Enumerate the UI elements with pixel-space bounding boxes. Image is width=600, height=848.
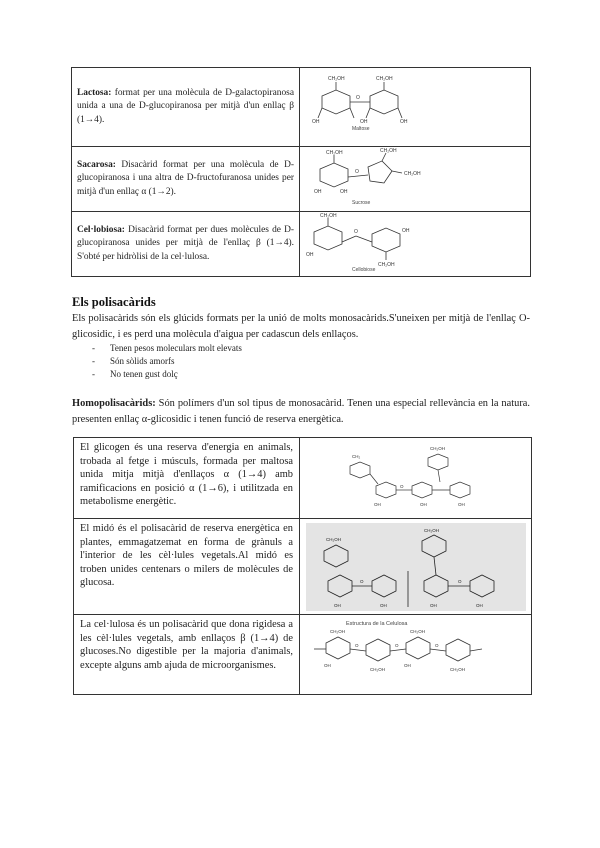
svg-text:OH: OH (314, 189, 322, 195)
svg-text:O: O (395, 643, 399, 648)
svg-text:OH: OH (374, 502, 381, 507)
glycogen-cell (74, 438, 300, 519)
sucrose-structure-drawing (300, 147, 531, 212)
homopolysaccharides-term: Homopolisacàrids: (72, 398, 156, 409)
svg-text:CH₂OH: CH₂OH (330, 629, 345, 634)
cellobiose-structure-drawing (300, 212, 531, 277)
cellobiose-text: Disacàrid format per dues molècules de D-glucopiranosa unides per mitjà de l'enllaç β (1→4). S'obté per hidròlisi de la cel·lulosa. (77, 224, 294, 262)
lactose-term: Lactosa: (77, 87, 112, 98)
cellobiose-caption: Cellobiose (352, 267, 376, 273)
svg-text:O: O (435, 643, 439, 648)
cellobiose-term: Cel·lobiosa: (77, 224, 125, 235)
svg-text:O: O (458, 579, 462, 584)
starch-structure-drawing (300, 519, 532, 615)
svg-text:OH: OH (404, 663, 411, 668)
polysaccharides-intro: Els polisacàrids són els glúcids formats per la unió de molts monosacàrids.S'uneixen per mitjà de l'enllaç O-glicosidic, i es perd una molècula d'aigua per cadascun dels enllaços. (72, 313, 530, 340)
svg-text:O: O (400, 484, 404, 489)
polysaccharides-heading: Els polisacàrids (72, 295, 156, 309)
svg-text:CH₂OH: CH₂OH (376, 76, 393, 82)
cellobiose-cell (72, 212, 300, 277)
homopolysaccharides-intro (72, 396, 530, 427)
svg-text:OH: OH (312, 119, 320, 125)
bullet-item: - No tenen gust dolç (92, 368, 242, 381)
bullet-item: - Tenen pesos moleculars molt elevats (92, 342, 242, 355)
svg-text:O: O (356, 95, 360, 101)
svg-text:OH: OH (420, 502, 427, 507)
sucrose-structure (300, 147, 531, 212)
glycogen-text: El glicogen és una reserva d'energia en animals, trobada al fetge i músculs, formada per maltosa unida mitja mitjà d'enllaços α (1→4) amb ramificacions en posició α (1→6), i utilitzada en metabolisme energètic. (80, 442, 293, 508)
svg-text:CH₂OH: CH₂OH (410, 629, 425, 634)
svg-text:OH: OH (380, 603, 387, 608)
glycogen-structure (300, 438, 532, 519)
lactose-text: format per una molècula de D-galactopiranosa unida a una de D-glucopiranosa per mitjà d'un enllaç β (1→4). (77, 87, 294, 125)
sucrose-cell (72, 147, 300, 212)
svg-text:OH: OH (306, 252, 314, 258)
svg-text:CH₂OH: CH₂OH (320, 213, 337, 219)
svg-text:CH₂OH: CH₂OH (424, 528, 439, 533)
cellulose-structure (300, 615, 532, 695)
svg-text:CH₂OH: CH₂OH (326, 537, 341, 542)
maltose-caption: Maltose (352, 126, 370, 132)
glycogen-structure-drawing (300, 438, 532, 519)
svg-text:CH₂OH: CH₂OH (450, 667, 465, 672)
cellobiose-structure (300, 212, 531, 277)
svg-text:OH: OH (334, 603, 341, 608)
svg-text:OH: OH (324, 663, 331, 668)
cellulose-caption: Estructura de la Celulosa (346, 621, 408, 627)
svg-text:CH₂OH: CH₂OH (380, 148, 397, 154)
svg-text:OH: OH (430, 603, 437, 608)
svg-text:O: O (355, 643, 359, 648)
sucrose-text: Disacàrid format per una molècula de D-glucopiranosa i una altra de D-fructofuranosa unides per mitjà d'un enllaç α (1→2). (77, 159, 294, 197)
svg-text:CH₂OH: CH₂OH (378, 262, 395, 268)
svg-text:CH₂OH: CH₂OH (404, 171, 421, 177)
svg-text:CH₂OH: CH₂OH (430, 446, 445, 451)
svg-text:O: O (355, 169, 359, 175)
sucrose-caption: Sucrose (352, 200, 371, 206)
svg-text:CH₂OH: CH₂OH (328, 76, 345, 82)
sucrose-term: Sacarosa: (77, 159, 116, 170)
svg-text:OH: OH (340, 189, 348, 195)
svg-text:OH: OH (476, 603, 483, 608)
cellulose-cell (74, 615, 300, 695)
starch-structure (300, 519, 532, 615)
starch-cell (74, 519, 300, 615)
homopolysaccharides-table (73, 437, 532, 695)
svg-text:CH₂OH: CH₂OH (370, 667, 385, 672)
svg-text:CH₂OH: CH₂OH (326, 150, 343, 156)
cellulose-text: La cel·lulosa és un polisacàrid que dona rigidesa a les cèl·lules vegetals, amb enllaços β (1→4) de glucoses.No digestible per la majoria d'animals, excepte alguns amb ajuda de microorganismes. (80, 619, 293, 671)
disaccharides-table (71, 67, 531, 277)
starch-text: El midó és el polisacàrid de reserva energètica en plantes, emmagatzemat en forma de grànuls a l'interior de les cèl·lules vegetals.Al midó es troben unides centenars o milers de molècules de glucosa. (80, 523, 293, 589)
polysaccharides-bullets (92, 342, 242, 381)
svg-text:CH₂: CH₂ (352, 454, 361, 459)
homopolysaccharides-text: Són polímers d'un sol tipus de monosacàrid. Tenen una especial rellevància en la natura. presenten enllaç α-glicosidic i tenen funció de reserva energètica. (72, 398, 530, 425)
svg-text:O: O (360, 579, 364, 584)
svg-text:O: O (354, 229, 358, 235)
svg-text:OH: OH (360, 119, 368, 125)
lactose-cell (72, 68, 300, 147)
lactose-structure (300, 68, 531, 147)
svg-text:OH: OH (400, 119, 408, 125)
bullet-item: - Són sòlids amorfs (92, 355, 242, 368)
svg-text:OH: OH (402, 228, 410, 234)
svg-text:OH: OH (458, 502, 465, 507)
lactose-structure-drawing (300, 68, 531, 147)
cellulose-structure-drawing (300, 615, 532, 695)
